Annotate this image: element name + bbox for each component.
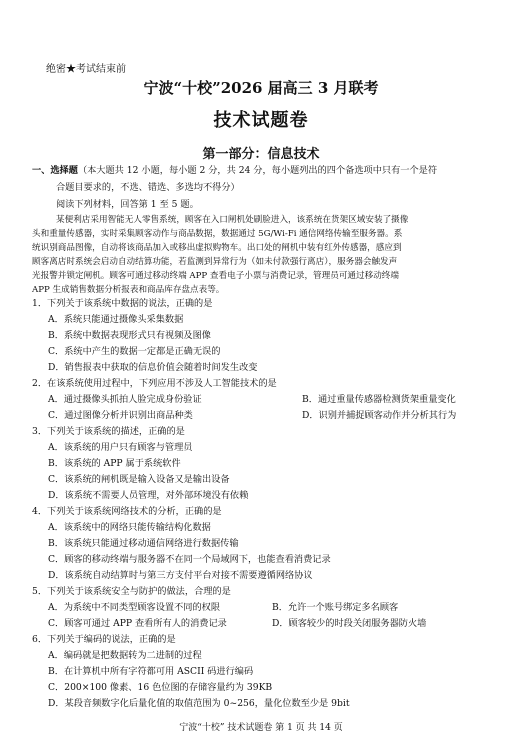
option-b: B．该系统的 APP 属于系统软件 — [48, 458, 181, 469]
section-heading-continued: 合题目要求的，不选、错选、多选均不得分） — [56, 182, 240, 193]
option-d: D．顾客较少的时段关闭服务器防火墙 — [272, 618, 427, 629]
passage-line: 顾客离店时系统会启动自动结算功能，若监测到异常行为（如未付款强行离店），服务器会触发声 — [32, 257, 398, 267]
option-a: A．通过摄像头抓拍人脸完成身份验证 — [48, 394, 202, 405]
option-d: D．识别并捕捉顾客动作并分析其行为 — [302, 410, 457, 421]
option-d: D．销售报表中获取的信息价值会随着时间发生改变 — [48, 362, 258, 373]
section-heading-label: 一、选择题 — [32, 165, 78, 176]
page-footer: 宁波“十校” 技术试题卷 第 1 页 共 14 页 — [179, 723, 343, 733]
option-d: D．该系统自动结算时与第三方支付平台对接不需要遵循网络协议 — [48, 570, 313, 581]
option-a: A．编码就是把数据转为二进制的过程 — [48, 650, 202, 661]
option-b: B．允许一个账号绑定多名顾客 — [272, 602, 399, 613]
passage-line: 统识别商品图像，自动将该商品加入或移出虚拟购物车。出口处的闸机中装有红外传感器，感应到 — [32, 243, 402, 253]
exam-title: 宁波“十校”2026 届高三 3 月联考 — [143, 79, 379, 97]
question-stem: 6．下列关于编码的说法，正确的是 — [32, 634, 176, 645]
option-d: D．该系统不需要人员管理，对外部环境没有依赖 — [48, 490, 249, 501]
question-stem: 2．在该系统使用过程中，下列应用不涉及人工智能技术的是 — [32, 378, 277, 389]
question-stem: 5．下列关于该系统安全与防护的做法，合理的是 — [32, 586, 231, 597]
paper-title: 技术试题卷 — [213, 110, 309, 131]
confidential-mark: 绝密★考试结束前 — [46, 64, 126, 75]
question-stem: 3．下列关于该系统的描述，正确的是 — [32, 426, 185, 437]
question-stem: 4．下列关于该系统网络技术的分析，正确的是 — [32, 506, 222, 517]
option-a: A．为系统中不同类型顾客设置不同的权限 — [48, 602, 221, 613]
section-heading-text: （本大题共 12 小题，每小题 2 分，共 24 分，每小题列出的四个备选项中只有一个是符 — [77, 165, 438, 176]
option-c: C．通过图像分析并识别出商品种类 — [48, 410, 193, 421]
reading-instruction: 阅读下列材料，回答第 1 至 5 题。 — [56, 199, 199, 210]
passage-line: 光报警并锁定闸机。顾客可通过移动终端 APP 查看电子小票与消费记录，管理员可通过移动终端 — [32, 271, 399, 281]
option-c: C．该系统的闸机既是输入设备又是输出设备 — [48, 474, 230, 485]
option-a: A．该系统的用户只有顾客与管理员 — [48, 442, 193, 453]
option-c: C．顾客可通过 APP 查看所有人的消费记录 — [48, 618, 227, 629]
option-c: C．200×100 像素、16 色位图的存储容量约为 39KB — [48, 682, 273, 693]
part-title: 第一部分：信息技术 — [202, 147, 320, 162]
option-b: B．该系统只能通过移动通信网络进行数据传输 — [48, 538, 239, 549]
option-b: B．系统中数据表现形式只有视频及图像 — [48, 330, 211, 341]
question-stem: 1．下列关于该系统中数据的说法，正确的是 — [32, 298, 213, 309]
option-c: C．系统中产生的数据一定都是正确无误的 — [48, 346, 221, 357]
option-a: A．系统只能通过摄像头采集数据 — [48, 314, 184, 325]
passage-line: APP 生成销售数据分析报表和商品库存盘点表等。 — [32, 285, 225, 295]
option-a: A．该系统中的网络只能传输结构化数据 — [48, 522, 211, 533]
option-b: B．在计算机中所有字符都可用 ASCII 码进行编码 — [48, 666, 254, 677]
passage-line: 某便利店采用智能无人零售系统，顾客在入口闸机处刷脸进入，该系统在货架区域安装了摄像 — [56, 215, 409, 225]
passage-line: 头和重量传感器，实时采集顾客动作与商品数据，数据通过 5G/Wi-Fi 通信网络传输至服务器。系 — [32, 229, 403, 239]
section-heading — [32, 165, 437, 177]
option-c: C．顾客的移动终端与服务器不在同一个局域网下，也能查看消费记录 — [48, 554, 331, 565]
option-d: D．某段音频数字化后量化值的取值范围为 0~256，量化位数至少是 9bit — [48, 698, 350, 709]
option-b: B．通过重量传感器检测货架重量变化 — [302, 394, 456, 405]
